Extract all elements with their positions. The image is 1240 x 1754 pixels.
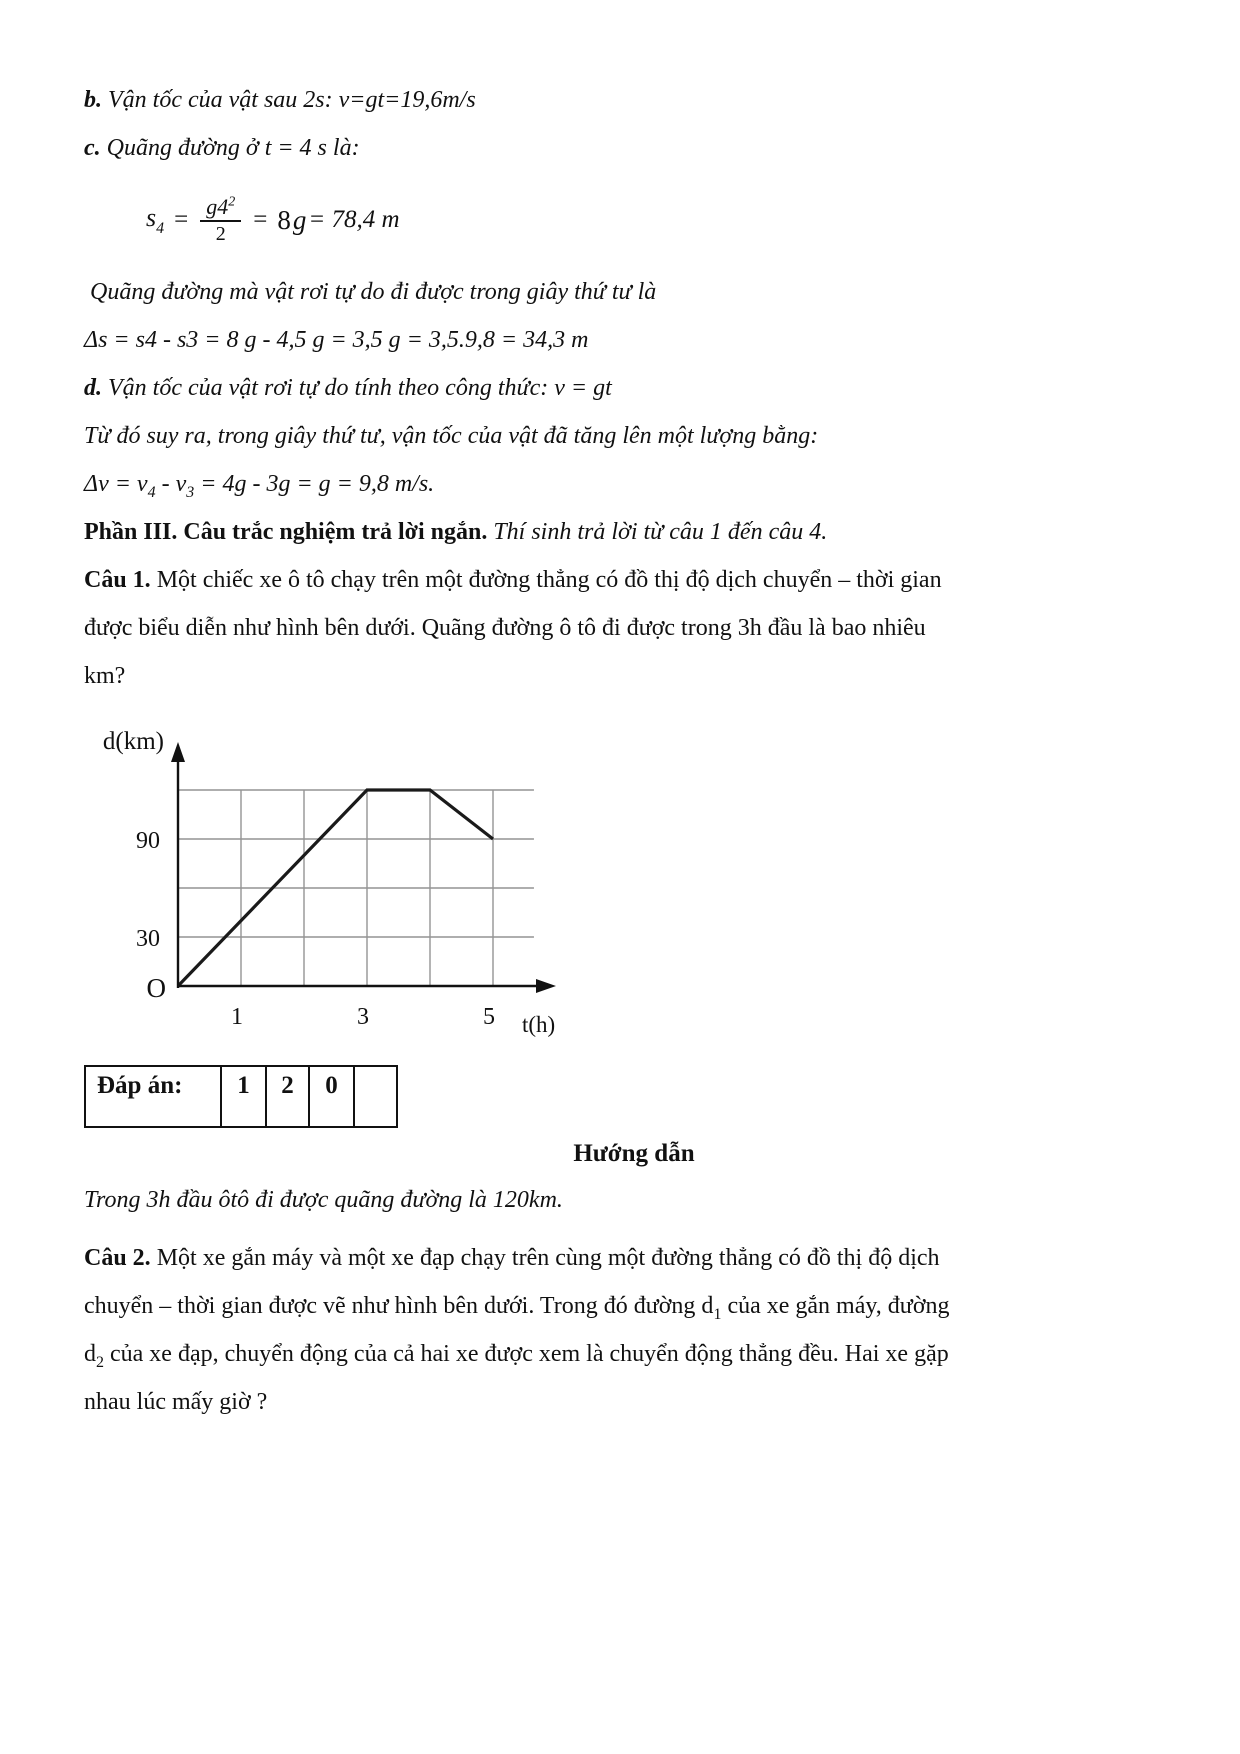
solution-line-d: [84, 364, 1210, 412]
formula-result: = 78,4 m: [308, 206, 400, 233]
y-tick-label: 90: [136, 828, 160, 854]
y-axis-label: d(km): [102, 728, 164, 755]
solution-line-infer: Từ đó suy ra, trong giây thứ tư, vận tốc của vật đã tăng lên một lượng bằng:: [84, 423, 819, 449]
solution-line-c: [84, 124, 1210, 172]
answer-cell: 2: [265, 1067, 308, 1126]
question2-label: Câu 2.: [84, 1245, 151, 1271]
y-tick-label: 30: [136, 926, 160, 952]
item-d-label: d.: [84, 375, 102, 401]
part3-heading: [84, 508, 1210, 556]
question1-line2: được biểu diễn như hình bên dưới. Quãng đường ô tô đi được trong 3h đầu là bao nhiêu: [84, 615, 926, 641]
question2-line1: Câu 2. Một xe gắn máy và một xe đạp chạy trên cùng một đường thẳng có đồ thị độ dịch: [84, 1245, 940, 1271]
x-tick-label: 5: [483, 1004, 495, 1030]
coefficient: 8: [277, 204, 291, 235]
solution-line-delta-v: $\Delta v = v_4 - v_3 = 4g - 3g = g = 9,8$ m/s.: [84, 471, 435, 501]
guide-heading: Hướng dẫn: [573, 1140, 695, 1167]
question1-line1: Câu 1. Một chiếc xe ô tô chạy trên một đường thẳng có đồ thị độ dịch chuyển – thời gian: [84, 567, 942, 593]
x-axis-label: t(h): [522, 1012, 556, 1037]
displacement-time-chart: [84, 700, 644, 1045]
answer-cell: 1: [220, 1067, 265, 1126]
answer-table: [84, 1065, 398, 1128]
answer-cell: [353, 1067, 396, 1126]
item-d-text: Vận tốc của vật rơi tự do tính theo công thức: v = gt: [102, 375, 612, 401]
g-symbol: g: [292, 204, 307, 235]
fraction-numerator: $g4^2$: [200, 195, 241, 222]
x-axis-arrow: [536, 979, 556, 993]
fraction-denominator: 2: [215, 223, 226, 246]
item-b-text: Vận tốc của vật sau 2s: v=gt=19,6m/s: [102, 87, 476, 113]
equals-sign: =: [174, 206, 189, 233]
item-c-text: Quãng đường ở t = 4 s là:: [100, 135, 360, 161]
origin-label: O: [146, 973, 166, 1003]
item-c-label: c.: [84, 135, 101, 161]
part3-title: Phần III. Câu trắc nghiệm trả lời ngắn.: [84, 519, 488, 545]
answer-cell: 0: [308, 1067, 353, 1126]
x-tick-label: 1: [231, 1004, 243, 1030]
question2-line3: $d_2$ của xe đạp, chuyển động của cả hai xe được xem là chuyển động thẳng đều. Hai xe gặp: [84, 1341, 949, 1371]
question1-label: Câu 1.: [84, 567, 151, 593]
equals-sign: =: [253, 206, 268, 233]
formula-s4: [84, 172, 1210, 268]
y-axis-arrow: [171, 742, 185, 762]
question2-line4: nhau lúc mấy giờ ?: [84, 1389, 268, 1415]
formula-lhs: $s_4$: [146, 202, 165, 237]
part3-subtitle: Thí sinh trả lời từ câu 1 đến câu 4.: [487, 519, 828, 545]
x-tick-label: 3: [357, 1004, 369, 1030]
solution-line-fall: Quãng đường mà vật rơi tự do đi được trong giây thứ tư là: [90, 279, 657, 305]
fraction: [200, 195, 241, 245]
solution-line-delta-s: Δs = s4 - s3 = 8 g - 4,5 g = 3,5 g = 3,5.9,8 = 34,3 m: [84, 327, 589, 353]
item-b-label: b.: [84, 87, 102, 113]
question1-line3: km?: [84, 663, 126, 689]
solution-line-b: [84, 76, 1210, 124]
guide-solution: Trong 3h đầu ôtô đi được quãng đường là 120km.: [84, 1187, 563, 1213]
answer-label: Đáp án:: [97, 1072, 183, 1099]
question2-line2: chuyển – thời gian được vẽ như hình bên dưới. Trong đó đường $d_1$ của xe gắn máy, đường: [84, 1293, 950, 1323]
